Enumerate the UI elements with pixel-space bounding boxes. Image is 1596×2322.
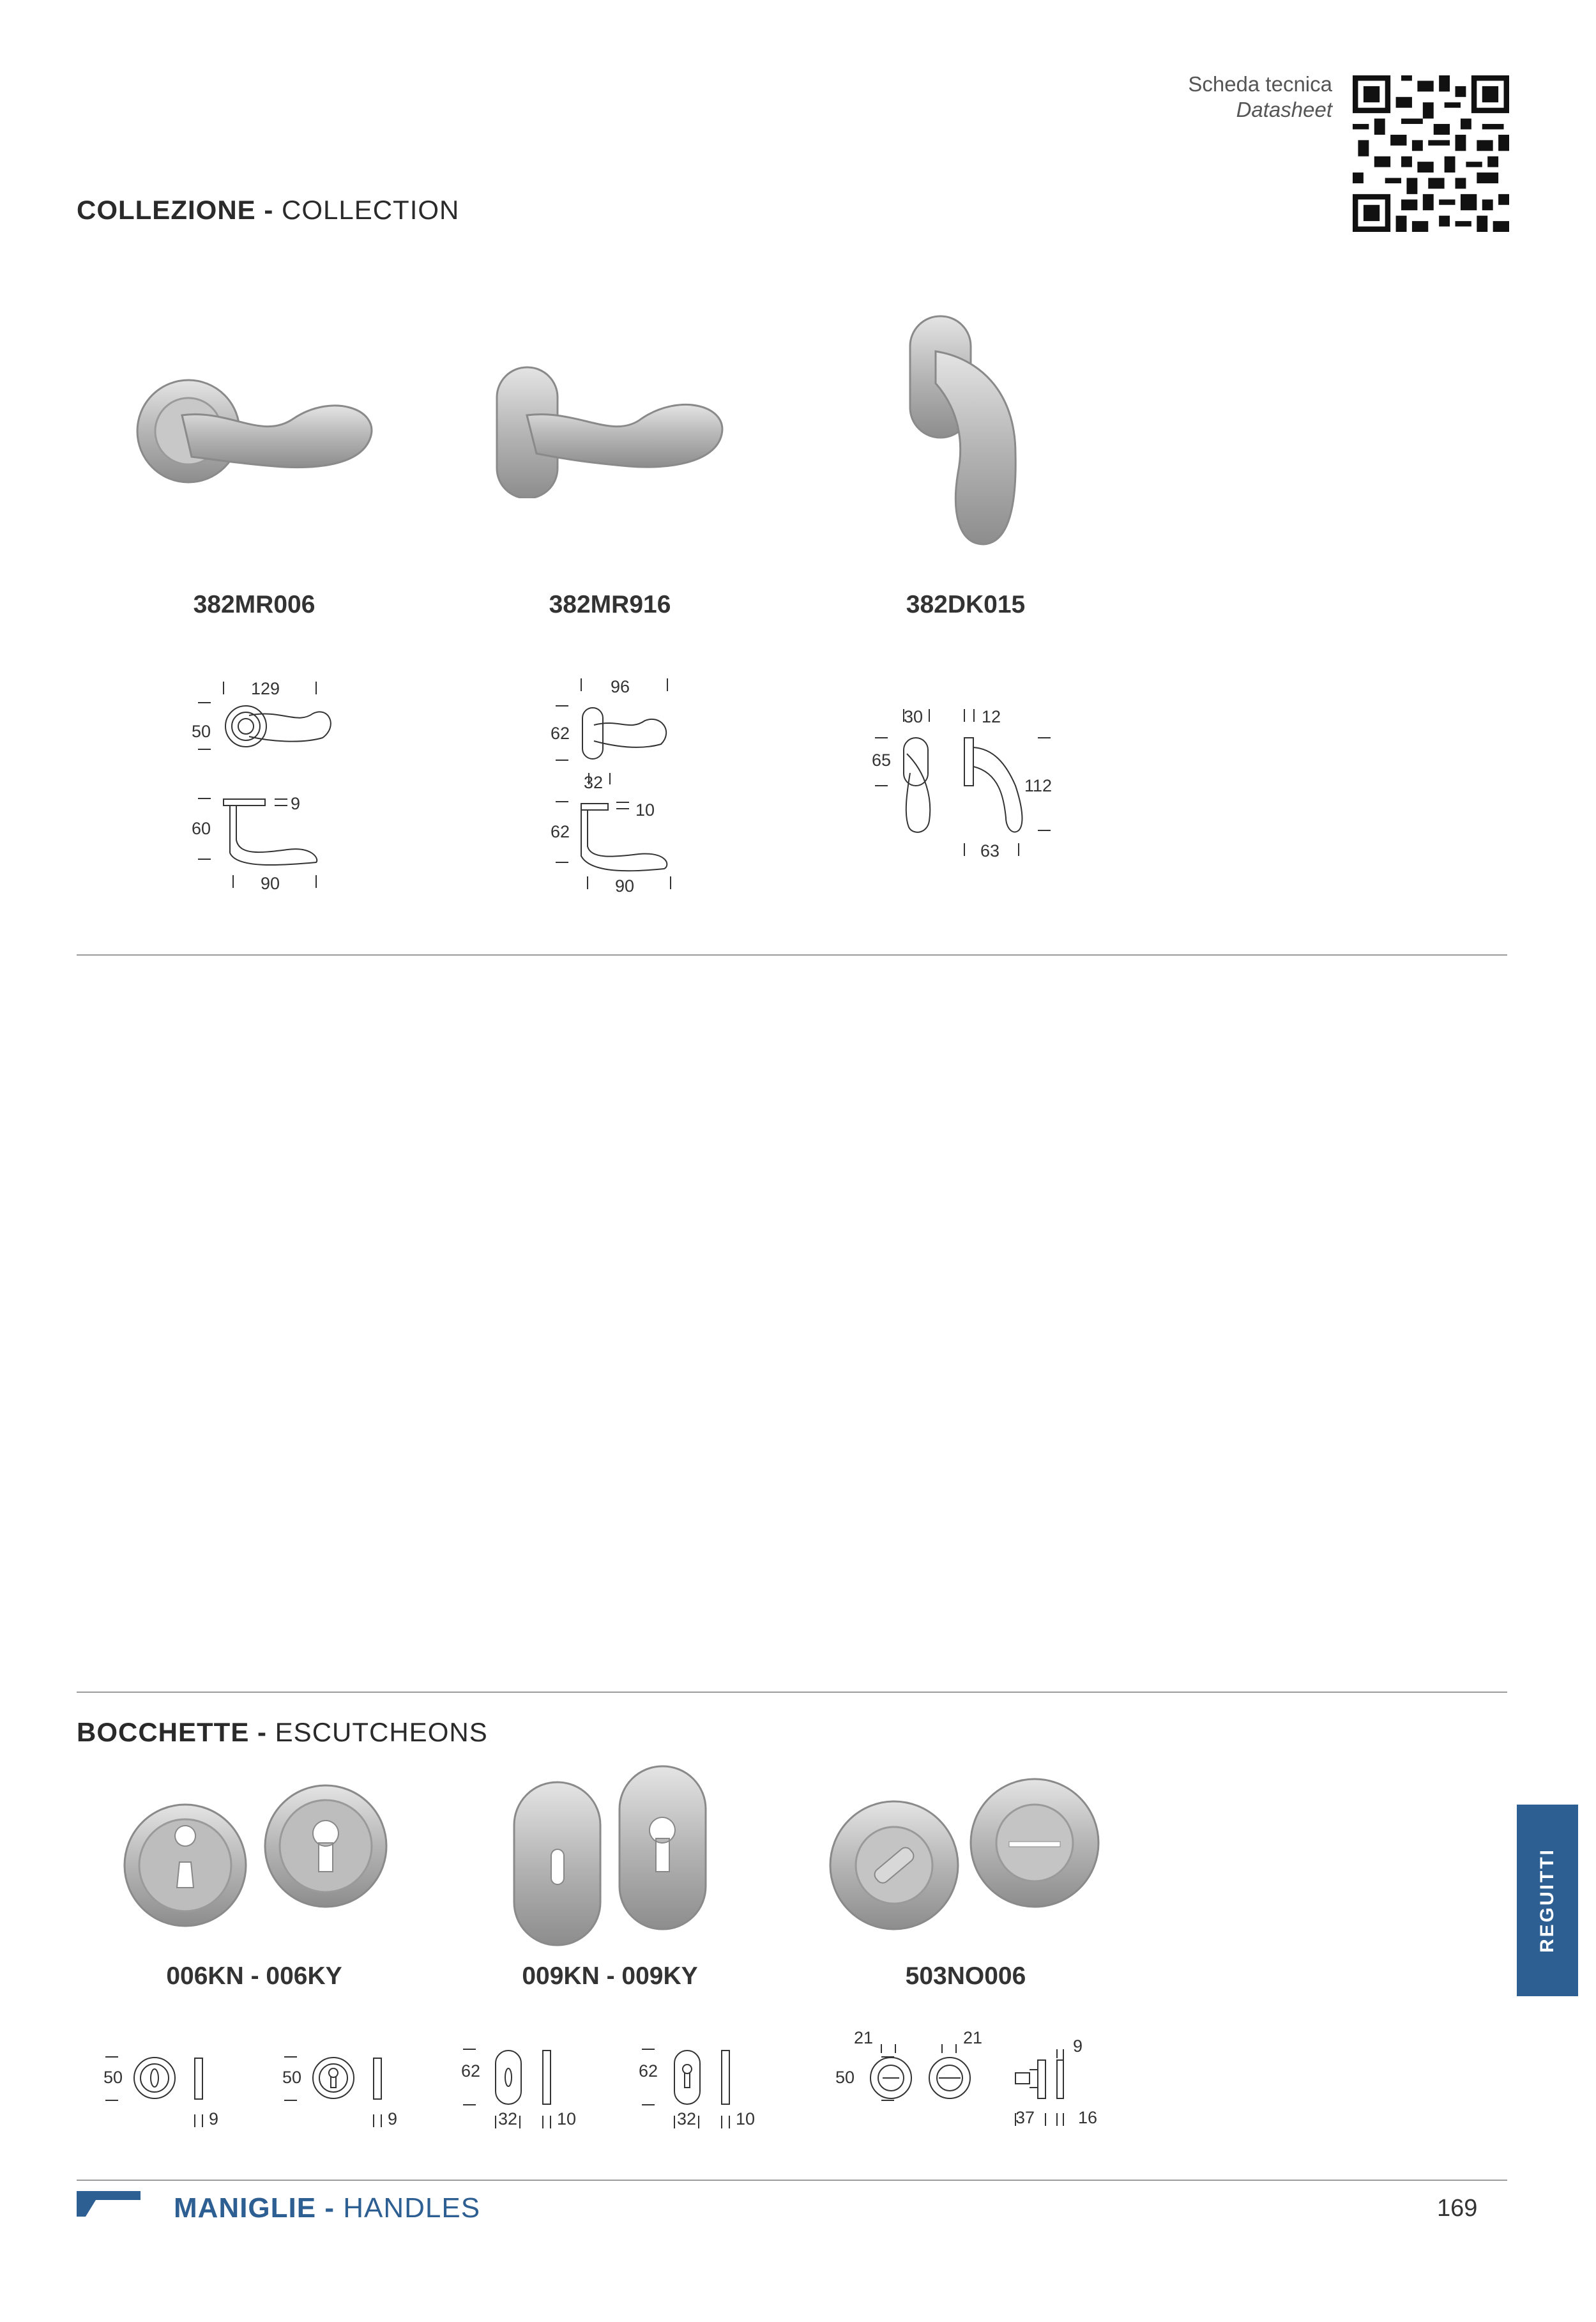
dim-b: 21 [963,2028,983,2047]
dim-width: 32 [677,2109,697,2128]
dim-depth: 90 [615,876,635,896]
dim-rose: 50 [192,722,211,741]
datasheet-label-en: Datasheet [1236,98,1332,121]
dim-thick: 9 [291,794,301,813]
dim-depth: 90 [261,874,280,893]
collection-title-light: COLLECTION [282,195,460,225]
escutcheon-image-009 [511,1763,728,1948]
dim-plate-height: 65 [872,751,892,770]
dim-thick: 12 [982,707,1001,726]
dim-width: 129 [251,679,280,698]
dim-e: 37 [1015,2108,1035,2127]
product-code: 382DK015 [906,591,1026,618]
escutcheon-code: 503NO006 [905,1962,1026,1990]
escutcheon-image-503 [827,1776,1102,1936]
dim-diameter: 50 [103,2068,123,2087]
collection-title-bold: COLLEZIONE - [77,195,274,225]
dim-width: 32 [498,2109,518,2128]
dim-diameter: 50 [282,2068,302,2087]
escutcheon-code: 009KN - 009KY [522,1962,698,1990]
dim-diameter: 50 [835,2068,855,2087]
dim-height: 62 [639,2061,658,2081]
footer-title-bold: MANIGLIE - [174,2192,335,2224]
dim-f: 16 [1078,2108,1098,2127]
dim-plate: 62 [551,724,570,743]
product-code: 382MR006 [193,591,315,618]
dim-plate-width: 32 [584,773,604,792]
footer-title [174,2192,480,2224]
dim-height: 60 [192,819,211,838]
qr-code[interactable] [1353,75,1509,232]
dim-a: 21 [854,2028,874,2047]
footer-divider [77,2180,1507,2181]
section-divider [77,1692,1507,1693]
collection-title [77,195,459,225]
dim-height: 62 [551,822,570,841]
side-tab-label: REGUITTI [1537,1848,1558,1953]
dim-thick: 10 [736,2109,756,2128]
dim-thick: 9 [209,2109,219,2128]
dim-c: 9 [1073,2036,1083,2056]
footer-title-light: HANDLES [343,2192,481,2224]
page-number: 169 [1437,2195,1478,2222]
brand-logo-mark [77,2191,141,2217]
escutcheons-title-bold: BOCCHETTE - [77,1717,267,1747]
product-image-382MR006 [128,370,383,498]
dim-thick: 10 [635,800,655,820]
dim-thick: 10 [557,2109,577,2128]
tech-drawing-382MR916 [549,671,709,901]
escutcheon-tech-drawings [96,2044,1118,2146]
escutcheons-title [77,1717,488,1748]
dim-height: 62 [461,2061,481,2081]
datasheet-label-it: Scheda tecnica [1188,72,1332,96]
dim-width: 96 [611,677,630,696]
dim-plate-width: 30 [904,707,923,726]
escutcheon-image-006 [118,1782,393,1929]
escutcheon-code: 006KN - 006KY [166,1962,342,1990]
product-image-382MR916 [492,358,734,498]
section-divider [77,954,1507,956]
product-code: 382MR916 [549,591,671,618]
dim-depth: 63 [980,841,1000,860]
tech-drawing-382MR006 [185,674,345,897]
escutcheons-title-light: ESCUTCHEONS [275,1717,488,1747]
dim-height: 112 [1024,776,1053,795]
product-image-382DK015 [907,313,1035,549]
datasheet-label [1188,72,1332,123]
dim-thick: 9 [388,2109,398,2128]
